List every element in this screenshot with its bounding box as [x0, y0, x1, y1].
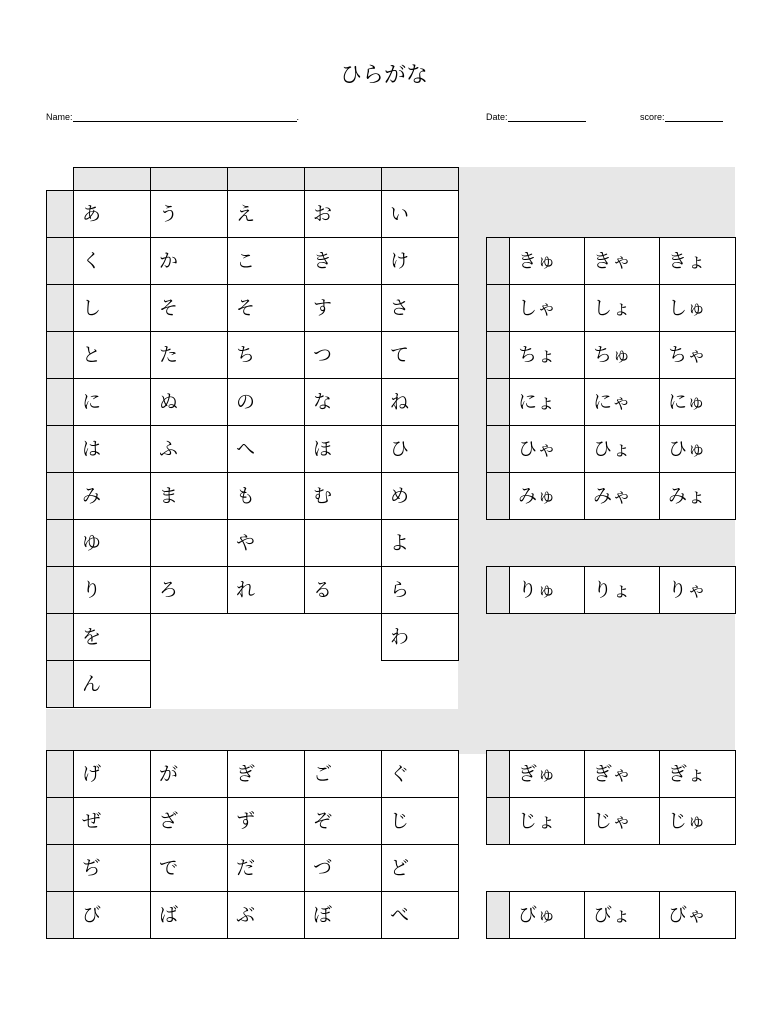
kana-cell: よ: [381, 519, 459, 567]
name-label: Name:: [46, 112, 73, 122]
row-side-cell: [486, 472, 510, 520]
kana-cell: びょ: [584, 891, 660, 939]
kana-cell: りゃ: [659, 566, 736, 614]
kana-cell: た: [150, 331, 228, 379]
row-side-cell: [46, 284, 74, 332]
kana-cell: あ: [73, 190, 151, 238]
kana-cell: だ: [227, 844, 305, 892]
kana-cell: ぞ: [304, 797, 382, 845]
row-side-cell: [486, 750, 510, 798]
row-side-cell: [486, 566, 510, 614]
kana-cell: にゅ: [659, 378, 736, 426]
kana-cell: きょ: [659, 237, 736, 285]
row-side-cell: [46, 472, 74, 520]
row-side-cell: [46, 519, 74, 567]
kana-cell: て: [381, 331, 459, 379]
row-side-cell: [46, 190, 74, 238]
kana-cell: な: [304, 378, 382, 426]
kana-cell: ざ: [150, 797, 228, 845]
kana-cell: り: [73, 566, 151, 614]
kana-cell: りゅ: [509, 566, 585, 614]
column-header-cell: [227, 167, 305, 191]
kana-cell: ほ: [304, 425, 382, 473]
kana-cell: びゅ: [509, 891, 585, 939]
kana-cell: つ: [304, 331, 382, 379]
bottom-shaded-band: [46, 709, 735, 754]
date-line: [508, 112, 586, 122]
row-side-cell: [486, 891, 510, 939]
kana-cell: ろ: [150, 566, 228, 614]
row-side-cell: [46, 331, 74, 379]
kana-cell: す: [304, 284, 382, 332]
kana-cell: も: [227, 472, 305, 520]
row-side-cell: [486, 284, 510, 332]
kana-cell: じょ: [509, 797, 585, 845]
kana-cell: づ: [304, 844, 382, 892]
date-label: Date:: [486, 112, 508, 122]
kana-cell: い: [381, 190, 459, 238]
kana-cell: ぎゅ: [509, 750, 585, 798]
kana-cell: ご: [304, 750, 382, 798]
kana-cell: か: [150, 237, 228, 285]
row-side-cell: [46, 660, 74, 708]
kana-cell: ば: [150, 891, 228, 939]
score-label: score:: [640, 112, 665, 122]
kana-cell: く: [73, 237, 151, 285]
kana-cell: じゅ: [659, 797, 736, 845]
kana-cell: ど: [381, 844, 459, 892]
kana-cell: にゃ: [584, 378, 660, 426]
kana-cell: ひゃ: [509, 425, 585, 473]
kana-cell: う: [150, 190, 228, 238]
kana-cell: ら: [381, 566, 459, 614]
kana-cell: こ: [227, 237, 305, 285]
kana-cell: ふ: [150, 425, 228, 473]
kana-cell: け: [381, 237, 459, 285]
kana-cell: き: [304, 237, 382, 285]
kana-cell: ぎ: [227, 750, 305, 798]
row-side-cell: [46, 237, 74, 285]
kana-cell: ち: [227, 331, 305, 379]
row-side-cell: [486, 331, 510, 379]
kana-cell: りょ: [584, 566, 660, 614]
row-side-cell: [486, 425, 510, 473]
page-title: ひらがな: [339, 63, 428, 88]
kana-cell: ぼ: [304, 891, 382, 939]
kana-cell: じ: [381, 797, 459, 845]
kana-cell: ず: [227, 797, 305, 845]
kana-cell: ゆ: [73, 519, 151, 567]
kana-cell: ぜ: [73, 797, 151, 845]
kana-cell: しゃ: [509, 284, 585, 332]
row-side-cell: [46, 425, 74, 473]
kana-cell: みゅ: [509, 472, 585, 520]
row-side-cell: [486, 237, 510, 285]
kana-cell: と: [73, 331, 151, 379]
name-trail: .: [296, 112, 300, 122]
kana-cell: や: [227, 519, 305, 567]
kana-cell: みゃ: [584, 472, 660, 520]
row-side-cell: [486, 378, 510, 426]
kana-cell: お: [304, 190, 382, 238]
kana-cell: ぎゃ: [584, 750, 660, 798]
kana-cell: れ: [227, 566, 305, 614]
kana-cell: え: [227, 190, 305, 238]
kana-cell: ん: [73, 660, 151, 708]
kana-cell: しゅ: [659, 284, 736, 332]
empty-cell: [150, 519, 228, 567]
kana-cell: ひょ: [584, 425, 660, 473]
row-side-cell: [46, 378, 74, 426]
kana-cell: べ: [381, 891, 459, 939]
name-line: [73, 112, 297, 122]
date-field[interactable]: [486, 112, 586, 122]
column-header-cell: [381, 167, 459, 191]
kana-cell: にょ: [509, 378, 585, 426]
kana-cell: ぎょ: [659, 750, 736, 798]
kana-cell: は: [73, 425, 151, 473]
kana-cell: そ: [227, 284, 305, 332]
kana-cell: ちょ: [509, 331, 585, 379]
row-side-cell: [46, 613, 74, 661]
kana-cell: ぐ: [381, 750, 459, 798]
kana-cell: に: [73, 378, 151, 426]
kana-cell: ぶ: [227, 891, 305, 939]
kana-cell: きゃ: [584, 237, 660, 285]
kana-cell: ぬ: [150, 378, 228, 426]
column-header-cell: [304, 167, 382, 191]
kana-cell: ちゃ: [659, 331, 736, 379]
kana-cell: ま: [150, 472, 228, 520]
kana-cell: ぢ: [73, 844, 151, 892]
row-side-cell: [46, 797, 74, 845]
empty-cell: [304, 519, 382, 567]
kana-cell: わ: [381, 613, 459, 661]
kana-cell: の: [227, 378, 305, 426]
kana-cell: しょ: [584, 284, 660, 332]
score-line: [665, 112, 723, 122]
row-side-cell: [486, 797, 510, 845]
row-side-cell: [46, 891, 74, 939]
column-header-cell: [150, 167, 228, 191]
kana-cell: びゃ: [659, 891, 736, 939]
kana-cell: め: [381, 472, 459, 520]
name-field[interactable]: [46, 112, 299, 122]
kana-cell: きゅ: [509, 237, 585, 285]
kana-cell: じゃ: [584, 797, 660, 845]
kana-cell: ひ: [381, 425, 459, 473]
kana-cell: ちゅ: [584, 331, 660, 379]
kana-cell: げ: [73, 750, 151, 798]
kana-cell: みょ: [659, 472, 736, 520]
kana-cell: へ: [227, 425, 305, 473]
row-side-cell: [46, 566, 74, 614]
kana-cell: そ: [150, 284, 228, 332]
kana-cell: ね: [381, 378, 459, 426]
score-field[interactable]: [640, 112, 723, 122]
kana-cell: で: [150, 844, 228, 892]
kana-cell: さ: [381, 284, 459, 332]
column-header-cell: [73, 167, 151, 191]
row-side-cell: [46, 844, 74, 892]
kana-cell: を: [73, 613, 151, 661]
kana-cell: が: [150, 750, 228, 798]
kana-cell: む: [304, 472, 382, 520]
kana-cell: し: [73, 284, 151, 332]
kana-cell: み: [73, 472, 151, 520]
row-side-cell: [46, 750, 74, 798]
kana-cell: る: [304, 566, 382, 614]
kana-cell: び: [73, 891, 151, 939]
kana-cell: ひゅ: [659, 425, 736, 473]
